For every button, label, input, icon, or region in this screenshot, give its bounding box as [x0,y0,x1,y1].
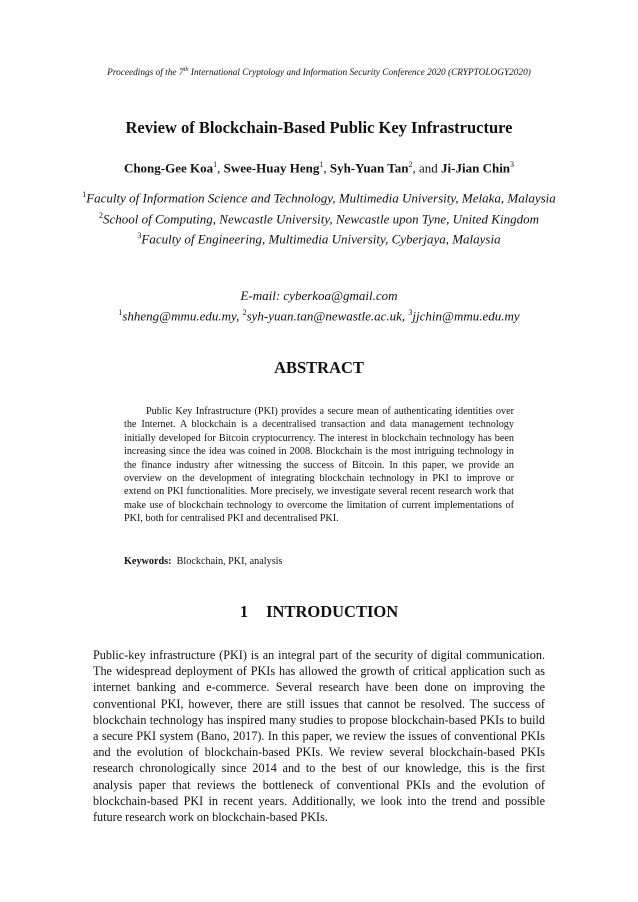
author-affil-mark: 2 [408,160,413,169]
header-prefix: Proceedings of the 7 [107,68,184,79]
abstract-body: Public Key Infrastructure (PKI) provides a secure mean of authenticating identities over the Internet. A blockchain is a decentralised transaction and data management technology initially developed for Bitcoin cryptocurrency. The interest in blockchain technology has been increasing since the idea was coined in 2008. Blockchain is the most intriguing technology in the finance industry after witnessing the success of Bitcoin. In this paper, we provide an overview on the development of integrating blockchain technology in PKI to improve or extend on PKI functionalities. More precisely, we investigate several recent research work that make use of blockchain technology to overcome the limitation of current implementations of PKI, both for centralised PKI and decentralised PKI. [124,406,514,525]
author-list [0,160,638,176]
author-affil-mark: 1 [213,160,218,169]
email-number: 3 [408,308,413,318]
header-suffix: International Cryptology and Information Security Conference 2020 (CRYPTOLOGY2020) [188,68,531,79]
author-name: Swee-Huay Heng [223,160,320,176]
affil-text: Faculty of Engineering, Multimedia University, Cyberjaya, Malaysia [141,231,501,247]
affil-text: Faculty of Information Science and Technology, Multimedia University, Melaka, Malaysia [86,190,556,206]
proceedings-header [0,66,638,78]
corresponding-email: E-mail: cyberkoa@gmail.com [240,288,398,303]
author-name: Ji-Jian Chin [441,160,511,176]
header-superscript: th [183,66,189,73]
abstract-heading: ABSTRACT [274,358,364,377]
author-affil-mark: 3 [510,160,515,169]
affil-number: 2 [99,210,104,220]
author-emails [0,304,638,325]
affiliation-3 [60,227,578,248]
affil-text: School of Computing, Newcastle University, Newcastle upon Tyne, United Kingdom [103,210,539,226]
email-number: 1 [118,308,123,318]
email-number: 2 [242,308,247,318]
affiliation-2 [60,207,578,228]
keywords [124,556,514,567]
email-block [0,287,638,325]
email-address: jjchin@mmu.edu.my [412,308,520,324]
affil-number: 3 [137,231,142,241]
author-separator: , and [412,160,442,176]
keywords-label: Keywords: [124,556,172,567]
section-heading [0,602,638,622]
author-name: Chong-Gee Koa [123,160,214,176]
section-title: INTRODUCTION [266,602,399,621]
paper-title: Review of Blockchain-Based Public Key Infrastructure [125,118,513,137]
affiliations [60,186,578,248]
author-affil-mark: 1 [319,160,324,169]
email-address: syh-yuan.tan@newastle.ac.uk, [246,308,409,324]
introduction-body: Public-key infrastructure (PKI) is an integral part of the security of digital communication. The widespread deployment of PKIs has allowed the growth of critical application such as internet banking and e-commerce. Several research have been done on improving the conventional PKI, however, there are still issues that cannot be resolved. The success of blockchain technology has inspired many studies to propose blockchain-based PKIs to build a secure PKI system (Bano, 2017). In this paper, we review the issues of conventional PKIs and the evolution of blockchain-based PKIs. We review several blockchain-based PKIs research chronologically since 2014 and to the best of our knowledge, this is the first analysis paper that reviews the bottleneck of conventional PKIs and the evolution of blockchain-based PKI in recent years. Additionally, we look into the trend and possible future research work on blockchain-based PKIs. [93,648,545,825]
author-separator: , [323,160,330,176]
affiliation-1 [60,186,578,207]
email-address: shheng@mmu.edu.my, [122,308,243,324]
keywords-value: Blockchain, PKI, analysis [176,556,283,567]
affil-number: 1 [82,190,87,199]
author-name: Syh-Yuan Tan [329,160,409,176]
author-separator: , [217,160,224,176]
section-number: 1 [239,602,249,621]
